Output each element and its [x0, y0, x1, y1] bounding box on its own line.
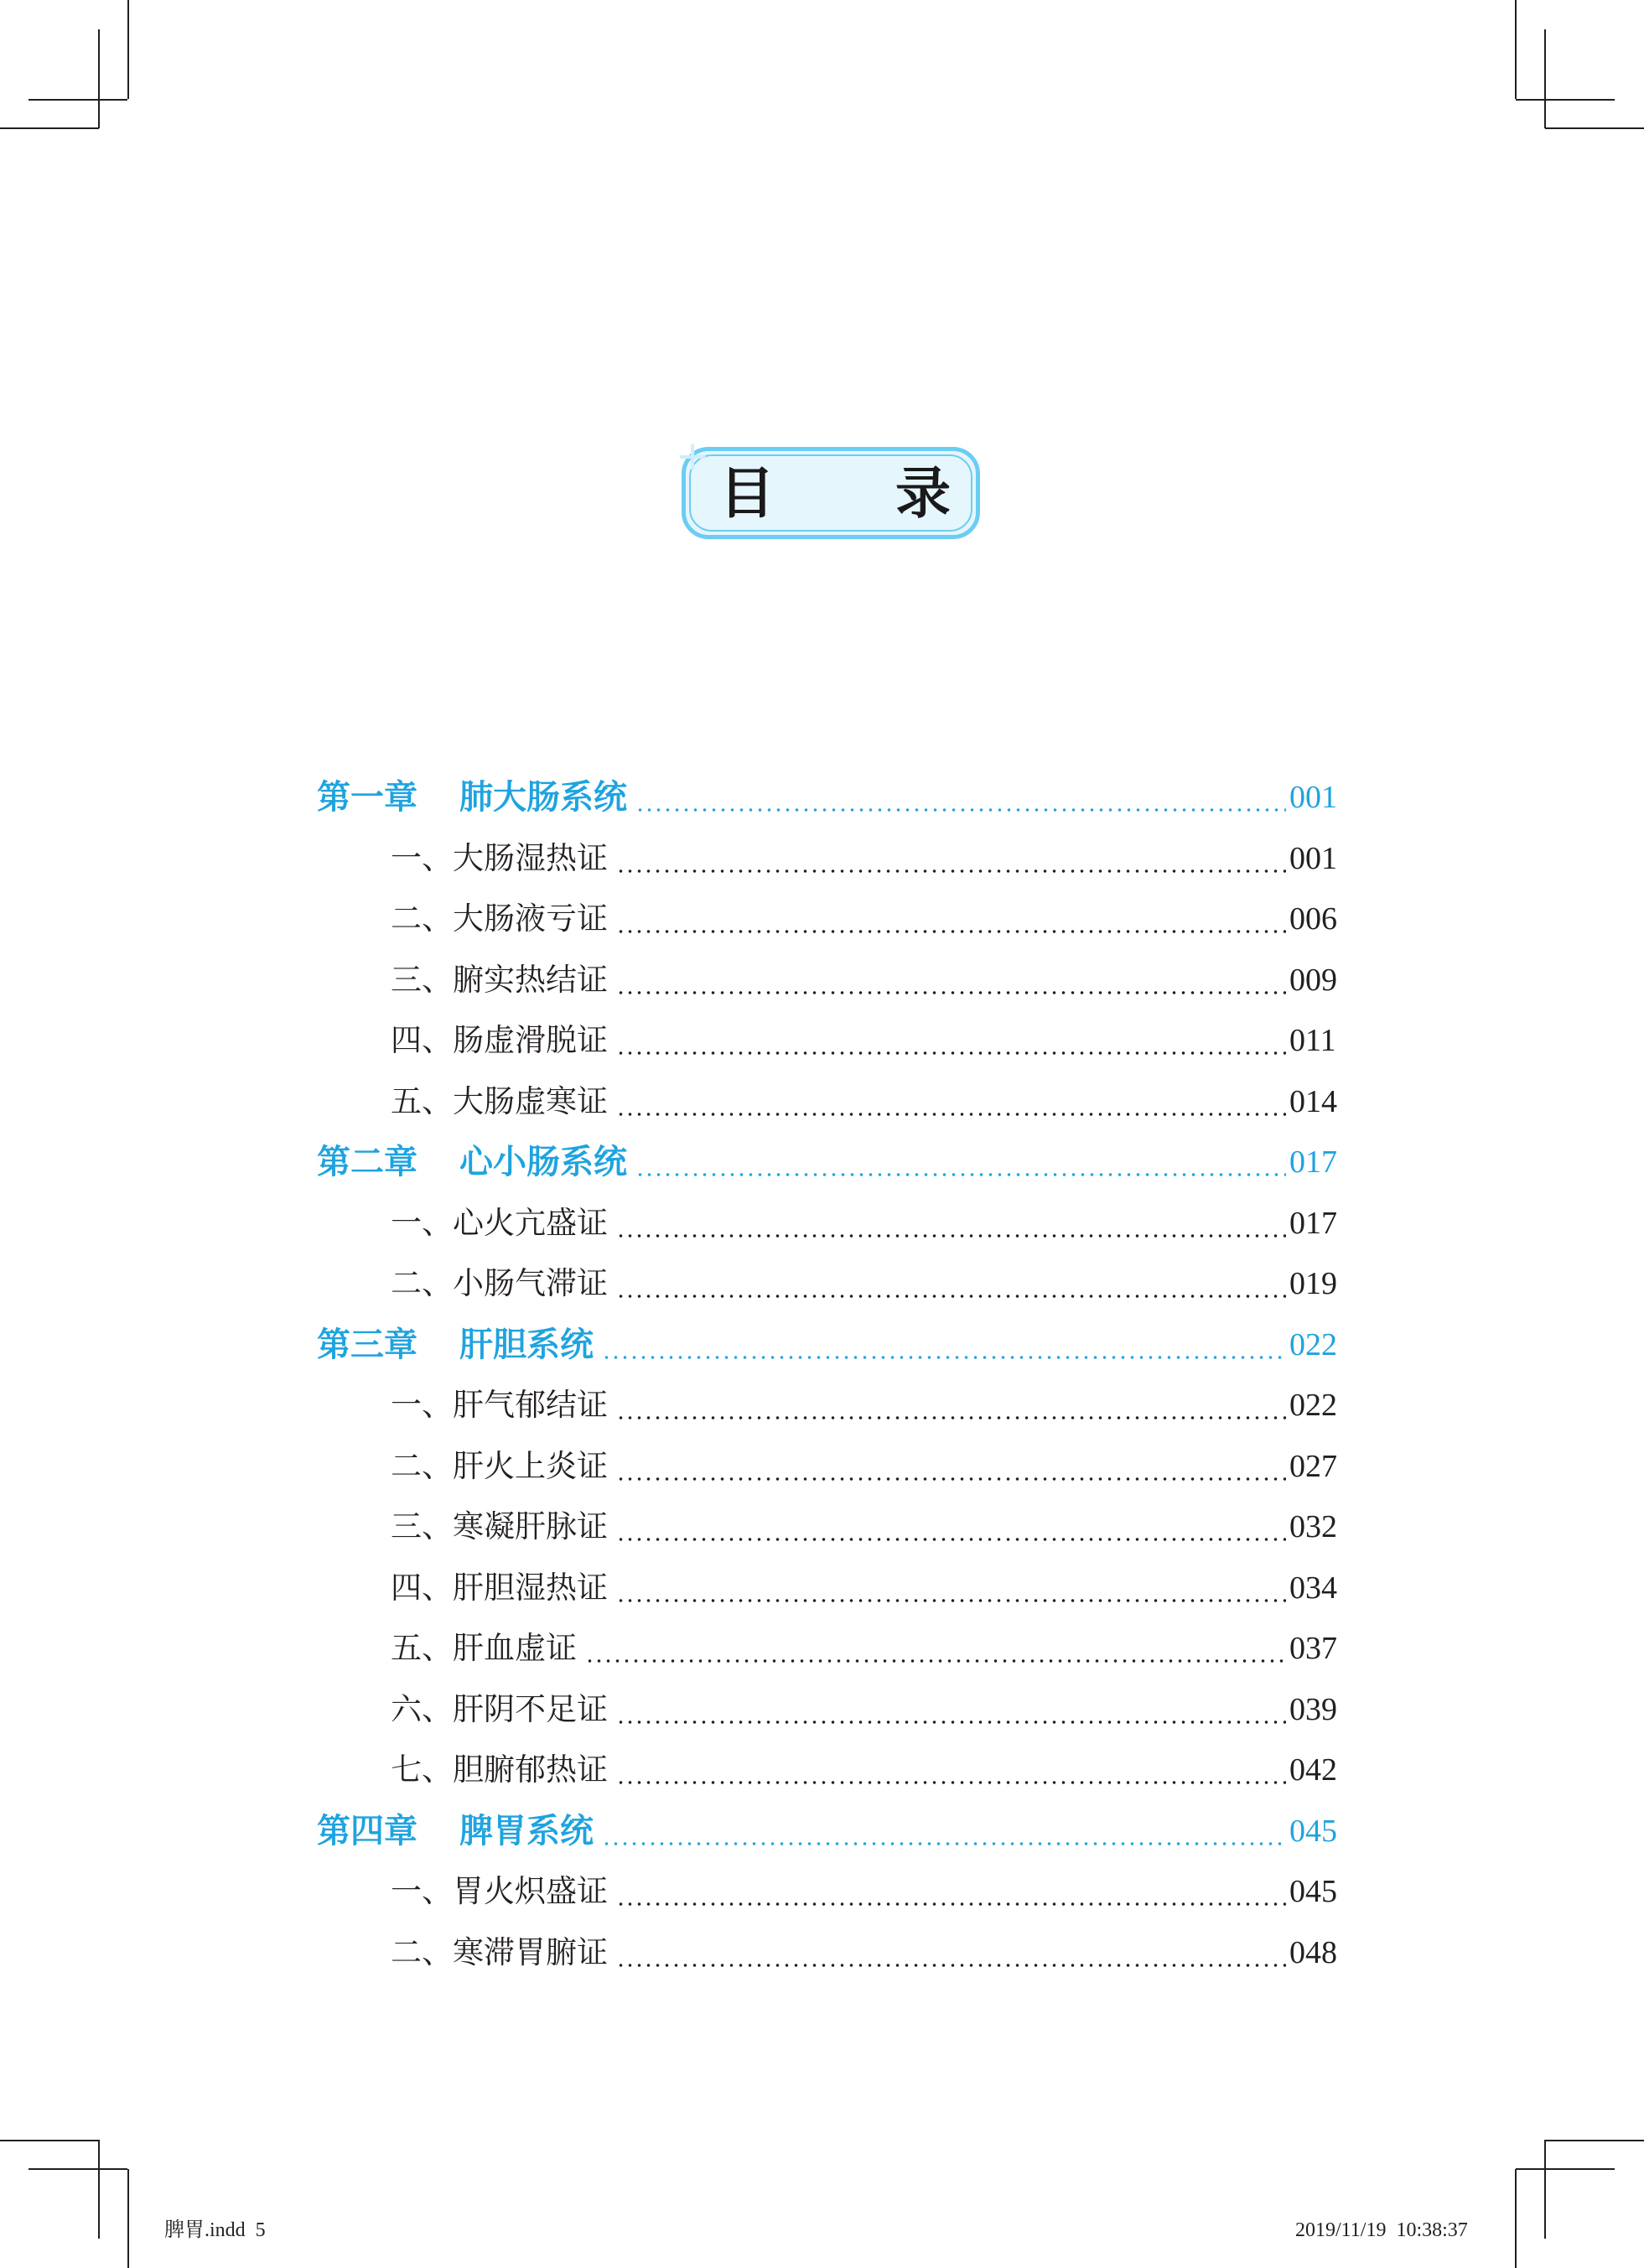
toc-page-number: 009 [1289, 962, 1337, 998]
toc-section-row[interactable] [0, 1074, 1644, 1133]
toc-dot-leader [616, 1416, 1286, 1419]
toc-section-title: 二、寒滞胃腑证 [391, 1933, 608, 1970]
toc-chapter-row[interactable] [0, 770, 1644, 828]
toc-section-title: 七、胆腑郁热证 [391, 1752, 608, 1788]
toc-section-row[interactable] [0, 1439, 1644, 1497]
registration-plus-icon: + [676, 433, 710, 480]
crop-mark-bottom-right-h2 [1545, 2140, 1644, 2141]
crop-mark-top-right-h2 [1545, 127, 1644, 129]
crop-mark-top-right-v [1515, 0, 1517, 99]
crop-mark-top-left-v [127, 0, 129, 99]
crop-mark-top-right-h [1516, 99, 1615, 101]
footer-page-number: 5 [255, 2219, 266, 2241]
toc-section-title: 一、肝气郁结证 [391, 1387, 608, 1423]
toc-dot-leader [616, 1295, 1286, 1298]
toc-page-number: 045 [1289, 1813, 1337, 1849]
toc-section-title: 二、肝火上炎证 [391, 1447, 608, 1484]
toc-page-number: 048 [1289, 1934, 1337, 1970]
toc-page-number: 006 [1289, 901, 1337, 937]
toc-dot-leader [616, 1720, 1286, 1724]
toc-chapter-label [317, 1324, 594, 1366]
toc-dot-leader [616, 1113, 1286, 1116]
footer-timestamp [1295, 2218, 1468, 2243]
contents-heading-box [676, 433, 980, 539]
toc-section-title: 一、大肠湿热证 [391, 839, 608, 876]
toc-dot-leader [616, 869, 1286, 873]
toc-section-row[interactable] [0, 1864, 1644, 1923]
crop-mark-bottom-left-h2 [0, 2140, 99, 2141]
toc-section-row[interactable] [0, 831, 1644, 890]
contents-heading-char-2: 录 [895, 460, 951, 526]
toc-page-number: 017 [1289, 1205, 1337, 1241]
toc-section-row[interactable] [0, 1499, 1644, 1558]
toc-page-number: 037 [1289, 1631, 1337, 1666]
toc-page-number: 001 [1289, 780, 1337, 815]
toc-section-row[interactable] [0, 1925, 1644, 1984]
toc-dot-leader [602, 1356, 1286, 1359]
footer-file-info [164, 2218, 266, 2243]
toc-section-row[interactable] [0, 1256, 1644, 1315]
toc-chapter-label [317, 776, 627, 818]
toc-dot-leader [616, 930, 1286, 933]
crop-mark-top-left-h2 [0, 127, 99, 129]
toc-chapter-name: 肺大肠系统 [459, 778, 627, 817]
toc-section-title: 三、腑实热结证 [391, 961, 608, 998]
toc-section-title: 一、心火亢盛证 [391, 1204, 608, 1241]
toc-chapter-label [317, 1141, 627, 1183]
footer-file-name: 脾胃.indd [164, 2219, 246, 2241]
toc-chapter-number: 第一章 [317, 778, 417, 817]
toc-section-title: 五、大肠虚寒证 [391, 1082, 608, 1119]
toc-section-row[interactable] [0, 952, 1644, 1011]
toc-dot-leader [602, 1842, 1286, 1845]
toc-section-row[interactable] [0, 1013, 1644, 1072]
toc-chapter-name: 肝胆系统 [459, 1325, 594, 1364]
toc-section-title: 六、肝阴不足证 [391, 1690, 608, 1727]
toc-page-number: 027 [1289, 1448, 1337, 1484]
toc-section-row[interactable] [0, 1621, 1644, 1679]
toc-section-title: 二、大肠液亏证 [391, 900, 608, 937]
toc-section-row[interactable] [0, 1378, 1644, 1436]
toc-dot-leader [616, 1781, 1286, 1784]
toc-dot-leader [616, 1477, 1286, 1481]
toc-section-row[interactable] [0, 891, 1644, 950]
footer-date: 2019/11/19 [1295, 2219, 1387, 2241]
toc-dot-leader [616, 1599, 1286, 1602]
toc-page-number: 022 [1289, 1326, 1337, 1362]
toc-page-number: 019 [1289, 1266, 1337, 1301]
toc-chapter-row[interactable] [0, 1134, 1644, 1193]
crop-mark-bottom-left-v2 [98, 2140, 100, 2239]
toc-section-title: 四、肝胆湿热证 [391, 1569, 608, 1606]
toc-page-number: 011 [1289, 1023, 1336, 1058]
toc-dot-leader [616, 1051, 1286, 1055]
toc-page-number: 045 [1289, 1874, 1337, 1909]
toc-chapter-label [317, 1810, 594, 1852]
crop-mark-bottom-right-h [1516, 2168, 1615, 2170]
crop-mark-top-left-v2 [98, 29, 100, 128]
toc-dot-leader [616, 1538, 1286, 1541]
toc-section-title: 四、肠虚滑脱证 [391, 1022, 608, 1058]
footer-time: 10:38:37 [1396, 2219, 1468, 2241]
toc-dot-leader [585, 1659, 1286, 1663]
crop-mark-top-right-v2 [1544, 29, 1546, 128]
toc-chapter-name: 心小肠系统 [459, 1143, 627, 1181]
toc-page-number: 042 [1289, 1752, 1337, 1788]
toc-dot-leader [616, 1902, 1286, 1906]
toc-section-row[interactable] [0, 1682, 1644, 1741]
toc-dot-leader [616, 1234, 1286, 1238]
toc-dot-leader [616, 991, 1286, 994]
crop-mark-bottom-right-v [1515, 2169, 1517, 2268]
toc-page-number: 001 [1289, 840, 1337, 876]
toc-dot-leader [635, 1173, 1286, 1176]
crop-mark-top-left-h [29, 99, 127, 101]
toc-chapter-name: 脾胃系统 [459, 1811, 594, 1850]
contents-heading-char-1: 目 [719, 460, 775, 526]
toc-section-row[interactable] [0, 1196, 1644, 1254]
toc-page-number: 039 [1289, 1691, 1337, 1727]
toc-page-number: 014 [1289, 1083, 1337, 1119]
toc-chapter-row[interactable] [0, 1317, 1644, 1376]
toc-section-title: 一、胃火炽盛证 [391, 1873, 608, 1909]
toc-section-title: 五、肝血虚证 [391, 1630, 577, 1666]
toc-section-row[interactable] [0, 1742, 1644, 1801]
toc-dot-leader [635, 808, 1286, 812]
crop-mark-bottom-left-v [127, 2169, 129, 2268]
toc-page-number: 032 [1289, 1509, 1337, 1544]
toc-section-row[interactable] [0, 1560, 1644, 1619]
toc-chapter-row[interactable] [0, 1804, 1644, 1862]
toc-page-number: 034 [1289, 1570, 1337, 1606]
toc-chapter-number: 第二章 [317, 1143, 417, 1181]
toc-dot-leader [616, 1964, 1286, 1967]
toc-chapter-number: 第四章 [317, 1811, 417, 1850]
toc-section-title: 二、小肠气滞证 [391, 1265, 608, 1301]
crop-mark-bottom-right-v2 [1544, 2140, 1546, 2239]
toc-section-title: 三、寒凝肝脉证 [391, 1508, 608, 1544]
toc-page-number: 022 [1289, 1388, 1337, 1423]
crop-mark-bottom-left-h [29, 2168, 127, 2170]
toc-chapter-number: 第三章 [317, 1325, 417, 1364]
toc-page-number: 017 [1289, 1144, 1337, 1180]
